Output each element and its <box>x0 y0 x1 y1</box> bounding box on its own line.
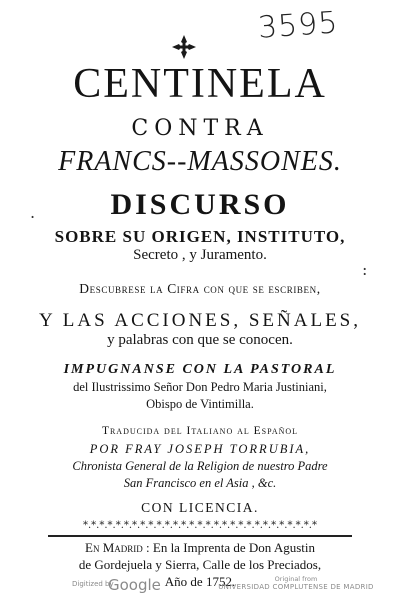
translator-title: Chronista General de la Religion de nuestro Padre <box>72 459 328 473</box>
subtitle-acciones: Y LAS ACCIONES, SEÑALES, <box>38 310 361 331</box>
subtitle-secreto: Secreto , y Juramento. <box>133 247 267 263</box>
impugnanse-diocese: Obispo de Vintimilla. <box>146 397 254 411</box>
ink-speck: . <box>30 203 36 222</box>
title-francs-massones: FRANCS--MASSONES. <box>58 146 342 177</box>
imprint-place: En Madrid <box>85 540 143 555</box>
subtitle-palabras: y palabras con que se conocen. <box>107 332 293 348</box>
title-centinela: CENTINELA <box>73 61 327 107</box>
imprint-line-1 <box>0 540 400 556</box>
ink-speck: : <box>362 260 368 279</box>
handwritten-shelfmark: 3595 <box>256 5 340 46</box>
license-line: CON LICENCIA. <box>141 500 259 515</box>
original-from-label: Original from <box>274 575 318 583</box>
library-name: UNIVERSIDAD COMPLUTENSE DE MADRID <box>218 583 374 591</box>
cross-ornament-icon <box>171 34 197 60</box>
translator-name: POR FRAY JOSEPH TORRUBIA, <box>89 442 311 456</box>
impugnanse-author: del Ilustrissimo Señor Don Pedro Maria Justiniani, <box>73 380 327 394</box>
imprint-year: Año de 1752. <box>164 574 236 589</box>
google-logo: Google <box>108 576 161 594</box>
imprint-printer: : En la Imprenta de Don Agustin <box>146 540 315 555</box>
translation-note: Traducida del Italiano al Español <box>101 425 299 437</box>
star-ornament-row: *.*.*.*.*.*.*.*.*.*.*.*.*.*.*.*.*.*.*.*.*.*.*.*.*.*.*.*.* <box>82 520 317 531</box>
subtitle-cifra: Descubrese la Cifra con que se escriben, <box>79 281 321 296</box>
library-credit <box>216 575 376 591</box>
digitized-by-label: Digitized by <box>72 580 114 588</box>
imprint-line-2: de Gordejuela y Sierra, Calle de los Preciados, <box>78 557 322 572</box>
title-discurso: DISCURSO <box>110 188 290 221</box>
subtitle-origen: SOBRE SU ORIGEN, INSTITUTO, <box>54 227 346 246</box>
translator-order: San Francisco en el Asia , &c. <box>123 476 277 490</box>
divider-rule <box>48 535 352 537</box>
title-contra: CONTRA <box>131 116 269 141</box>
impugnanse-heading: IMPUGNANSE CON LA PASTORAL <box>63 362 337 377</box>
